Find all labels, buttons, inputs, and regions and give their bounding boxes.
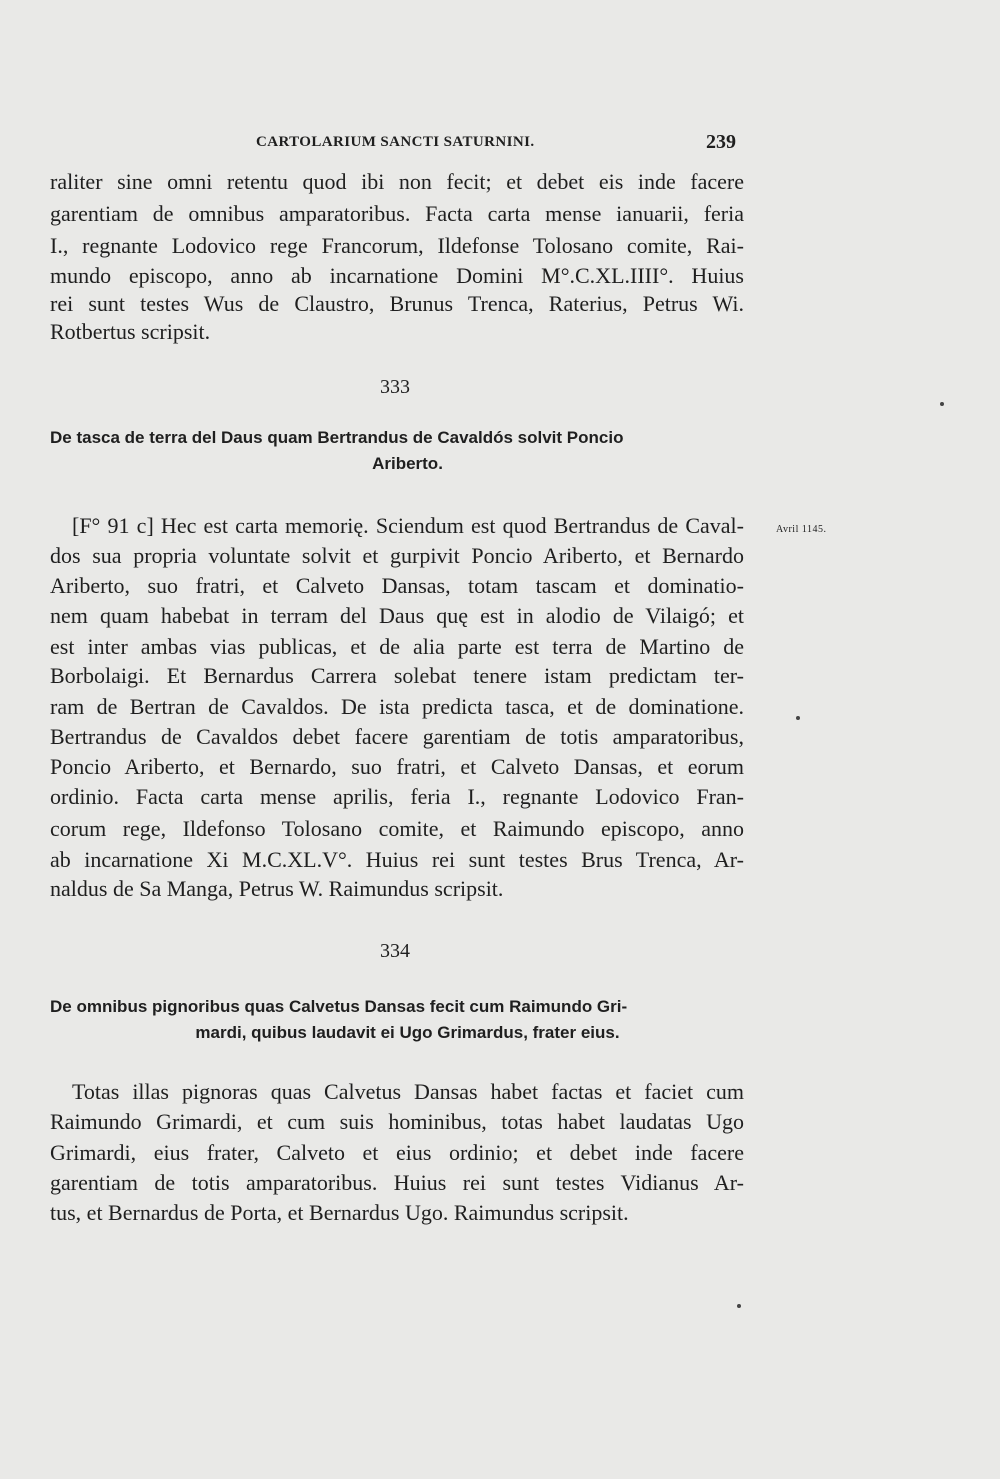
- charter-title-line: De omnibus pignoribus quas Calvetus Dansas fecit cum Raimundo Gri-: [50, 997, 628, 1016]
- text-line: ordinio. Facta carta mense aprilis, feria I., regnante Lodovico Fran-: [50, 784, 744, 809]
- text-line: raliter sine omni retentu quod ibi non fecit; et debet eis inde facere: [50, 169, 744, 194]
- paper-speck: [796, 716, 800, 720]
- text-line: garentiam de omnibus amparatoribus. Facta carta mense ianuarii, feria: [50, 201, 744, 226]
- text-line: Raimundo Grimardi, et cum suis hominibus, totas habet laudatas Ugo: [50, 1109, 744, 1134]
- charter-title-line: Ariberto.: [372, 454, 443, 473]
- text-line: Bertrandus de Cavaldos debet facere garentiam de totis amparatoribus,: [50, 724, 744, 749]
- text-line: rei sunt testes Wus de Claustro, Brunus Trenca, Raterius, Petrus Wi.: [50, 291, 744, 316]
- text-line: I., regnante Lodovico rege Francorum, Ildefonse Tolosano comite, Rai-: [50, 233, 744, 258]
- text-line: Ariberto, suo fratri, et Calveto Dansas, totam tascam et dominatio-: [50, 573, 744, 598]
- charter-title-line: De tasca de terra del Daus quam Bertrandus de Cavaldós solvit Poncio: [50, 428, 624, 447]
- charter-number: 334: [380, 940, 410, 962]
- text-line: garentiam de totis amparatoribus. Huius rei sunt testes Vidianus Ar-: [50, 1170, 744, 1195]
- paper-speck: [737, 1304, 741, 1308]
- charter-number: 333: [380, 376, 410, 398]
- text-line: est inter ambas vias publicas, et de alia parte est terra de Martino de: [50, 634, 744, 659]
- text-line: dos sua propria voluntate solvit et gurpivit Poncio Ariberto, et Bernardo: [50, 543, 744, 568]
- text-line: Poncio Ariberto, et Bernardo, suo fratri, et Calveto Dansas, et eorum: [50, 754, 744, 779]
- text-line: Borbolaigi. Et Bernardus Carrera solebat tenere istam predictam ter-: [50, 663, 744, 688]
- text-line: tus, et Bernardus de Porta, et Bernardus Ugo. Raimundus scripsit.: [50, 1200, 629, 1225]
- text-line: corum rege, Ildefonso Tolosano comite, et Raimundo episcopo, anno: [50, 816, 744, 841]
- text-line: Totas illas pignoras quas Calvetus Dansas habet factas et faciet cum: [72, 1079, 744, 1104]
- text-line: Rotbertus scripsit.: [50, 319, 211, 344]
- charter-title-line: mardi, quibus laudavit ei Ugo Grimardus, frater eius.: [195, 1023, 620, 1042]
- text-line: [F° 91 c] Hec est carta memorię. Sciendum est quod Bertrandus de Caval-: [72, 513, 744, 538]
- text-line: ab incarnatione Xi M.C.XL.V°. Huius rei sunt testes Brus Trenca, Ar-: [50, 847, 744, 872]
- text-line: nem quam habebat in terram del Daus quę est in alodio de Vilaigó; et: [50, 603, 744, 628]
- text-line: naldus de Sa Manga, Petrus W. Raimundus scripsit.: [50, 876, 504, 901]
- text-line: ram de Bertran de Cavaldos. De ista predicta tasca, et de dominatione.: [50, 694, 744, 719]
- text-line: mundo episcopo, anno ab incarnatione Domini M°.C.XL.IIII°. Huius: [50, 263, 744, 288]
- paper-speck: [940, 402, 944, 406]
- running-title: CARTOLARIUM SANCTI SATURNINI.: [256, 134, 535, 150]
- margin-date-note: Avril 1145.: [776, 524, 827, 535]
- page-number: 239: [706, 131, 736, 153]
- text-line: Grimardi, eius frater, Calveto et eius ordinio; et debet inde facere: [50, 1140, 744, 1165]
